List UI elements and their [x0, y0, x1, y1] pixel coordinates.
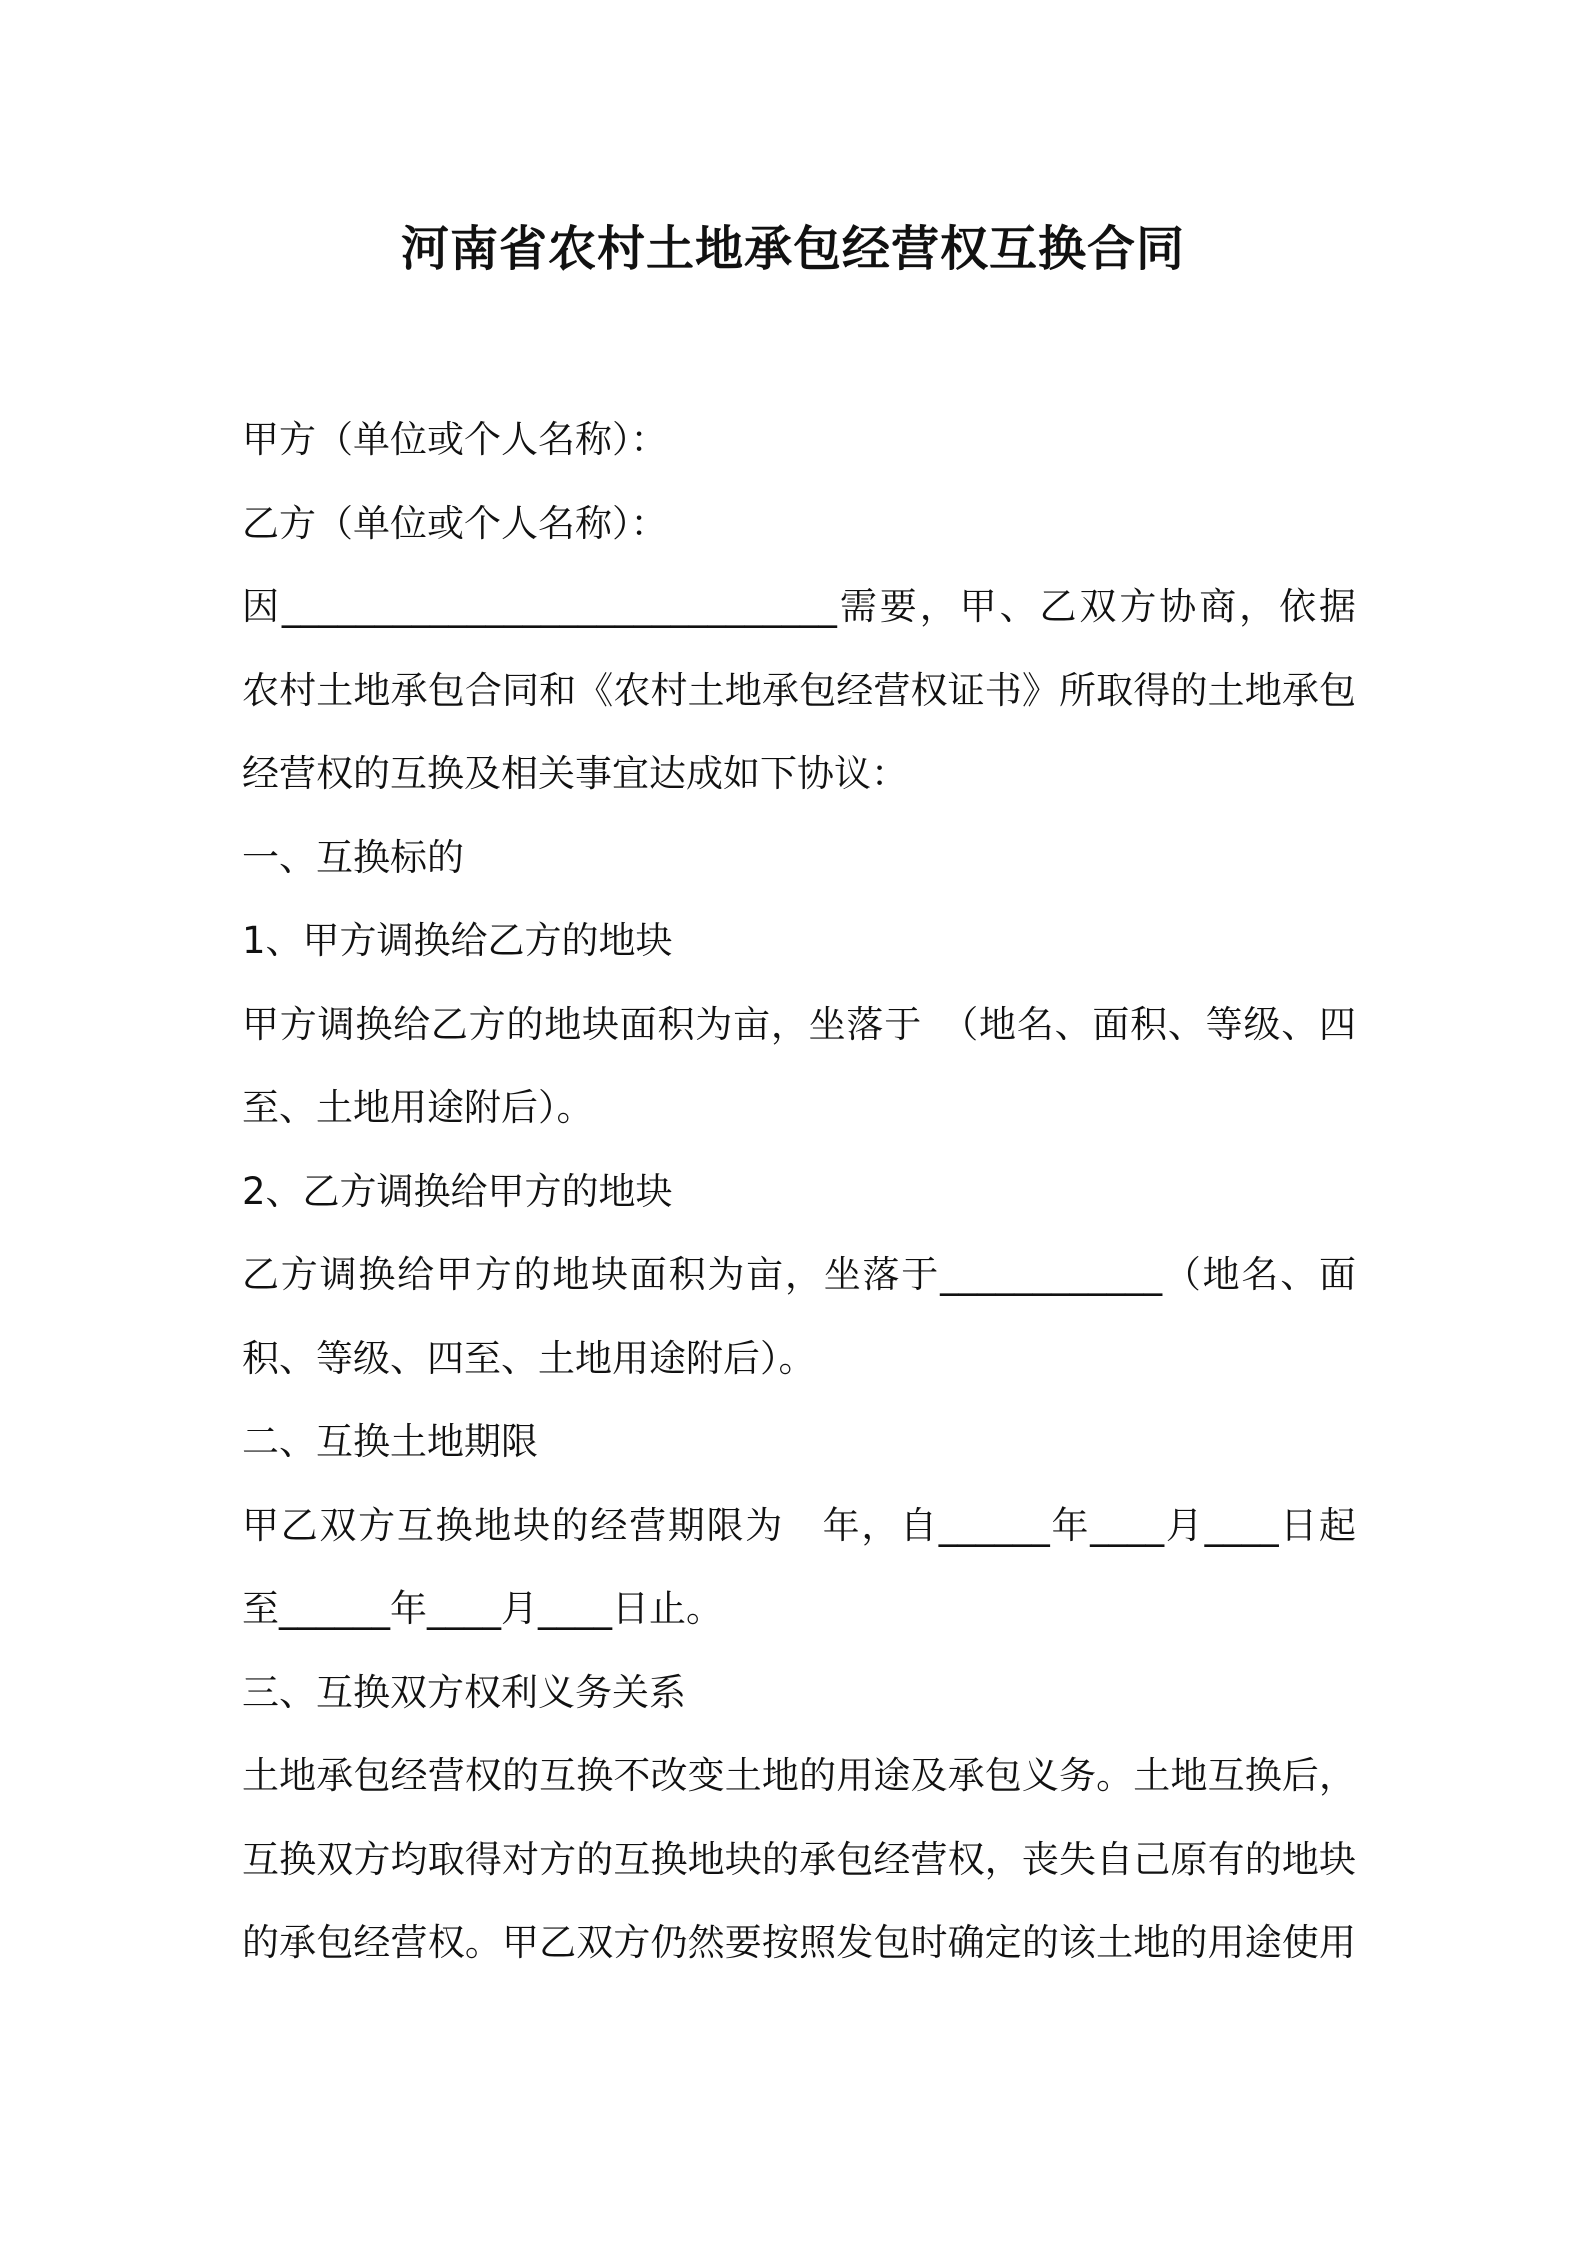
section-heading-2: 二、互换土地期限 [242, 1420, 538, 1463]
document-body [242, 398, 1356, 1985]
section-heading-1: 一、互换标的 [242, 835, 464, 879]
document-title: 河南省农村土地承包经营权互换合同 [400, 221, 1185, 277]
preamble-line-2: 农村土地承包合同和《农村土地承包经营权证书》所取得的土地承包 [242, 668, 1356, 712]
preamble-line-1: 因______________________________需要，甲、乙双方协商，依据 [242, 585, 1356, 628]
subsection-heading-1: 1、甲方调换给乙方的地块 [242, 919, 673, 962]
party-a-line: 甲方（单位或个人名称）： [242, 418, 668, 461]
rights-line-1: 土地承包经营权的互换不改变土地的用途及承包义务。土地互换后， [242, 1754, 1356, 1797]
term-line-1: 甲乙双方互换地块的经营期限为 年，自______年____月____日起 [242, 1503, 1356, 1547]
clause-1-line-1: 甲方调换给乙方的地块面积为亩，坐落于 （地名、面积、等级、四 [242, 1002, 1356, 1046]
party-b-line: 乙方（单位或个人名称）： [242, 501, 668, 545]
clause-1-line-2: 至、土地用途附后）。 [242, 1086, 594, 1129]
subsection-heading-2: 2、乙方调换给甲方的地块 [242, 1169, 673, 1213]
term-line-2: 至______年____月____日止。 [242, 1587, 723, 1630]
rights-line-3: 的承包经营权。甲乙双方仍然要按照发包时确定的该土地的用途使用 [242, 1921, 1356, 1964]
preamble-line-3: 经营权的互换及相关事宜达成如下协议： [242, 752, 908, 795]
section-heading-3: 三、互换双方权利义务关系 [242, 1670, 686, 1714]
clause-2-line-1: 乙方调换给甲方的地块面积为亩，坐落于____________（地名、面 [242, 1253, 1356, 1296]
rights-line-2: 互换双方均取得对方的互换地块的承包经营权，丧失自己原有的地块 [242, 1837, 1356, 1881]
clause-2-line-2: 积、等级、四至、土地用途附后）。 [242, 1336, 816, 1380]
